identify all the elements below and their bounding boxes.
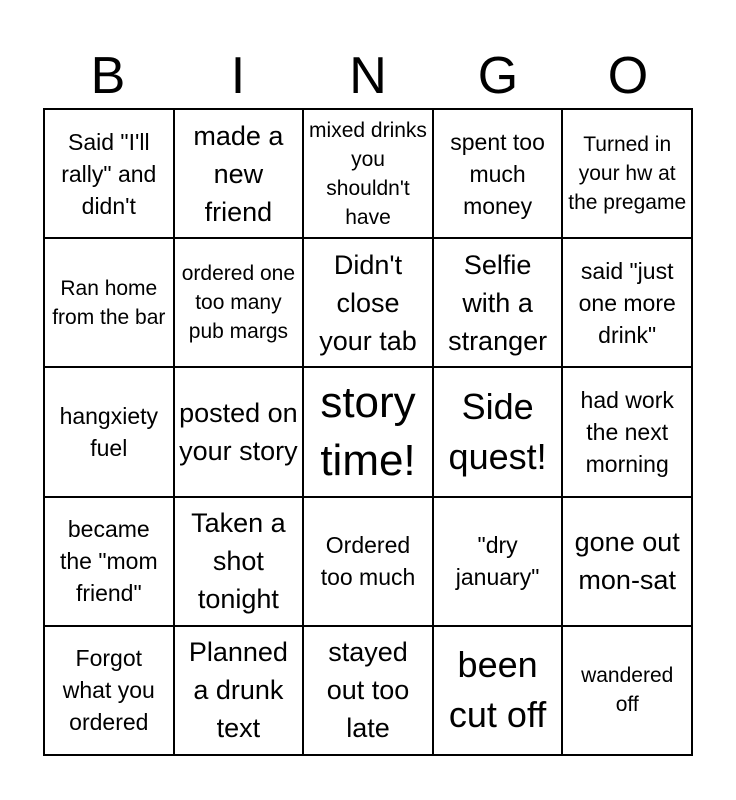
- bingo-cell-r1c2[interactable]: [174, 109, 304, 238]
- bingo-cell-r2c3[interactable]: [303, 238, 433, 367]
- bingo-cell-r2c5[interactable]: [562, 238, 692, 367]
- bingo-cell-r3c2[interactable]: [174, 367, 304, 496]
- header-letter-b: B: [90, 47, 126, 105]
- cell-text: been cut off: [448, 644, 547, 736]
- bingo-cell-r4c1[interactable]: [44, 497, 174, 626]
- cell-text: Planned a drunk text: [188, 637, 288, 744]
- cell-text: Said "I'll rally" and didn't: [61, 128, 157, 219]
- header-letter-o: O: [607, 47, 649, 105]
- cell-text: story time!: [320, 377, 416, 485]
- cell-text: had work the next morning: [580, 386, 674, 477]
- bingo-board: [43, 108, 693, 756]
- cell-text: Ran home from the bar: [52, 276, 166, 329]
- cell-text: became the "mom friend": [59, 516, 158, 607]
- bingo-cell-r2c4[interactable]: [433, 238, 563, 367]
- bingo-cell-r1c5[interactable]: [562, 109, 692, 238]
- cell-text: said "just one more drink": [578, 257, 676, 348]
- cell-text: Taken a shot tonight: [191, 508, 286, 615]
- bingo-cell-r4c5[interactable]: [562, 497, 692, 626]
- bingo-cell-r5c5[interactable]: [562, 626, 692, 755]
- cell-text: stayed out too late: [326, 637, 410, 744]
- cell-text: made a new friend: [193, 120, 284, 227]
- bingo-cell-r3c3[interactable]: [303, 367, 433, 496]
- cell-text: Turned in your hw at the pregame: [568, 133, 687, 215]
- bingo-cell-r5c3[interactable]: [303, 626, 433, 755]
- bingo-cell-r4c3[interactable]: [303, 497, 433, 626]
- cell-text: Ordered too much: [320, 532, 416, 591]
- bingo-cell-r3c5[interactable]: [562, 367, 692, 496]
- bingo-cell-r1c4[interactable]: [433, 109, 563, 238]
- bingo-cell-r3c1[interactable]: [44, 367, 174, 496]
- bingo-cell-r3c4[interactable]: [433, 367, 563, 496]
- bingo-cell-r1c3[interactable]: [303, 109, 433, 238]
- cell-text: ordered one too many pub margs: [181, 262, 296, 344]
- header-letter-g: G: [477, 47, 519, 105]
- cell-text: spent too much money: [450, 128, 545, 219]
- bingo-header: [43, 44, 693, 108]
- header-letter-i: I: [230, 47, 246, 105]
- bingo-cell-r4c2[interactable]: [174, 497, 304, 626]
- cell-text: gone out mon-sat: [574, 527, 680, 596]
- cell-text: Forgot what you ordered: [62, 645, 155, 736]
- header-letter-n: N: [349, 47, 387, 105]
- cell-text: posted on your story: [179, 397, 298, 466]
- cell-text: mixed drinks you shouldn't have: [309, 118, 427, 229]
- bingo-cell-r2c1[interactable]: [44, 238, 174, 367]
- bingo-cell-r4c4[interactable]: [433, 497, 563, 626]
- bingo-cell-r5c1[interactable]: [44, 626, 174, 755]
- cell-text: wandered off: [581, 664, 674, 717]
- bingo-cell-r5c2[interactable]: [174, 626, 304, 755]
- cell-text: Selfie with a stranger: [448, 249, 548, 356]
- cell-text: "dry january": [455, 532, 540, 591]
- bingo-cell-r1c1[interactable]: [44, 109, 174, 238]
- cell-text: hangxiety fuel: [59, 402, 159, 461]
- bingo-cell-r2c2[interactable]: [174, 238, 304, 367]
- bingo-cell-r5c4[interactable]: [433, 626, 563, 755]
- cell-text: Side quest!: [448, 385, 547, 477]
- cell-text: Didn't close your tab: [319, 249, 417, 356]
